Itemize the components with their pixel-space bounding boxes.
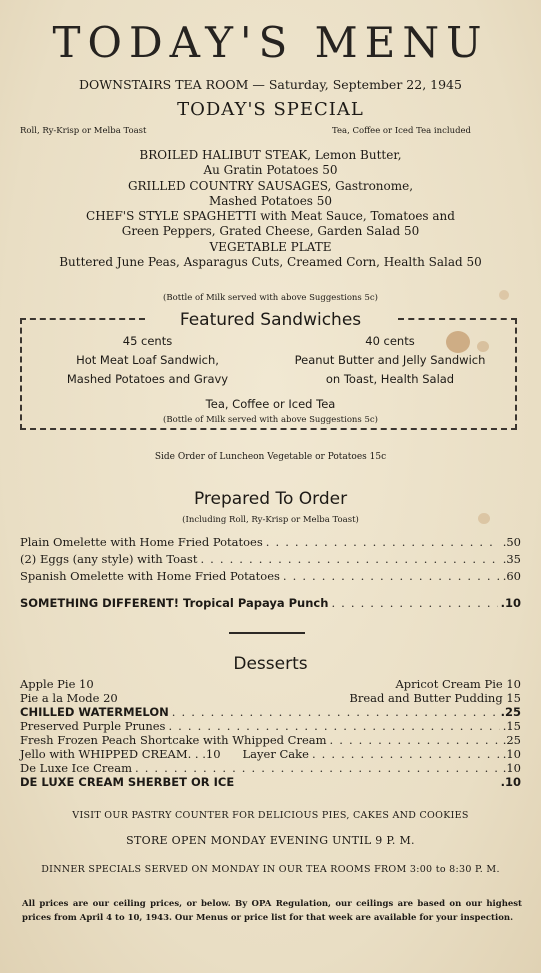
ceiling-price-footer: All prices are our ceiling prices, or below. By OPA Regulation, our ceilings are based on our highest prices from April 4 to 10, 1943. Our Menus or price list for that week are available for your inspection. bbox=[22, 899, 522, 923]
item-price: .35 bbox=[502, 552, 521, 566]
dessert-pie-mode: Pie a la Mode 20 bbox=[20, 691, 118, 705]
featured-left-price: 45 cents bbox=[122, 334, 173, 348]
item-price: .10 bbox=[500, 775, 521, 789]
item-price: .10 bbox=[500, 596, 521, 610]
special-right-note: Tea, Coffee or Iced Tea included bbox=[332, 126, 471, 136]
menu-title: TODAY'S MENU bbox=[52, 18, 489, 67]
item-name: (2) Eggs (any style) with Toast bbox=[20, 552, 198, 566]
item-name: SOMETHING DIFFERENT! Tropical Papaya Punch bbox=[20, 596, 329, 610]
special-line: Mashed Potatoes 50 bbox=[208, 193, 333, 208]
special-line: Au Gratin Potatoes 50 bbox=[203, 163, 338, 178]
item-price: .25 bbox=[500, 705, 521, 719]
featured-drinks: Tea, Coffee or Iced Tea bbox=[205, 397, 336, 411]
dinner-notice: DINNER SPECIALS SERVED ON MONDAY IN OUR TEA ROOMS FROM 3:00 to 8:30 P. M. bbox=[41, 864, 500, 875]
featured-right-line1: Peanut Butter and Jelly Sandwich bbox=[294, 353, 486, 367]
desserts-title: Desserts bbox=[233, 654, 308, 674]
side-order: Side Order of Luncheon Vegetable or Potatoes 15c bbox=[154, 452, 387, 462]
list-item bbox=[20, 552, 521, 566]
milk-note: (Bottle of Milk served with above Suggestions 5c) bbox=[163, 293, 378, 303]
featured-milk-note: (Bottle of Milk served with above Suggestions 5c) bbox=[163, 415, 378, 425]
special-line: Green Peppers, Grated Cheese, Garden Salad 50 bbox=[121, 224, 420, 239]
menu-subline: DOWNSTAIRS TEA ROOM — Saturday, September 22, 1945 bbox=[79, 77, 462, 92]
item-price: .50 bbox=[502, 535, 521, 549]
item-name: Spanish Omelette with Home Fried Potatoes bbox=[20, 569, 280, 583]
pastry-notice: VISIT OUR PASTRY COUNTER FOR DELICIOUS PIES, CAKES AND COOKIES bbox=[72, 810, 469, 821]
item-name: Preserved Purple Prunes bbox=[20, 719, 166, 733]
list-item bbox=[20, 705, 521, 719]
item-name: Jello with WHIPPED CREAM. . .10 bbox=[20, 747, 221, 761]
specials-list bbox=[0, 148, 541, 270]
list-item bbox=[20, 733, 521, 747]
featured-right bbox=[270, 332, 510, 389]
dessert-apple-pie: Apple Pie 10 bbox=[20, 677, 94, 691]
special-left-note: Roll, Ry-Krisp or Melba Toast bbox=[20, 126, 147, 136]
prepared-title: Prepared To Order bbox=[193, 489, 348, 509]
item-name: De Luxe Ice Cream bbox=[20, 761, 132, 775]
list-item bbox=[20, 596, 521, 610]
item-price: .25 bbox=[502, 733, 521, 747]
item-name: DE LUXE CREAM SHERBET OR ICE bbox=[20, 775, 235, 789]
item-name: Plain Omelette with Home Fried Potatoes bbox=[20, 535, 263, 549]
item-name: CHILLED WATERMELON bbox=[20, 705, 169, 719]
dessert-apricot-pie: Apricot Cream Pie 10 bbox=[395, 677, 521, 691]
list-item bbox=[20, 535, 521, 549]
featured-right-line2: on Toast, Health Salad bbox=[325, 372, 455, 386]
item-price: .60 bbox=[502, 569, 521, 583]
special-line: BROILED HALIBUT STEAK, Lemon Butter, bbox=[139, 148, 402, 162]
list-item bbox=[20, 719, 521, 733]
item-price: .10 bbox=[502, 747, 521, 761]
item-price: .15 bbox=[502, 719, 521, 733]
dessert-bread-pudding: Bread and Butter Pudding 15 bbox=[349, 691, 521, 705]
store-open-notice: STORE OPEN MONDAY EVENING UNTIL 9 P. M. bbox=[126, 834, 415, 847]
special-line: Buttered June Peas, Asparagus Cuts, Creamed Corn, Health Salad 50 bbox=[59, 255, 482, 270]
featured-right-price: 40 cents bbox=[365, 334, 415, 348]
list-item bbox=[20, 569, 521, 583]
special-title: TODAY'S SPECIAL bbox=[177, 99, 364, 120]
section-divider bbox=[229, 632, 305, 634]
featured-left-line2: Mashed Potatoes and Gravy bbox=[66, 372, 229, 386]
item-name: Fresh Frozen Peach Shortcake with Whipped Cream bbox=[20, 733, 327, 747]
prepared-subtitle: (Including Roll, Ry-Krisp or Melba Toast) bbox=[182, 515, 359, 525]
featured-left bbox=[40, 332, 255, 389]
special-line: VEGETABLE PLATE bbox=[209, 239, 332, 254]
featured-left-line1: Hot Meat Loaf Sandwich, bbox=[76, 353, 219, 367]
item-price: .10 bbox=[502, 761, 521, 775]
list-item bbox=[20, 761, 521, 775]
item-name: Layer Cake bbox=[242, 747, 309, 761]
list-item bbox=[20, 747, 521, 761]
special-line: GRILLED COUNTRY SAUSAGES, Gastronome, bbox=[127, 178, 414, 193]
list-item bbox=[20, 775, 521, 789]
featured-title: Featured Sandwiches bbox=[179, 310, 362, 330]
special-line: CHEF'S STYLE SPAGHETTI with Meat Sauce, Tomatoes and bbox=[86, 209, 455, 224]
